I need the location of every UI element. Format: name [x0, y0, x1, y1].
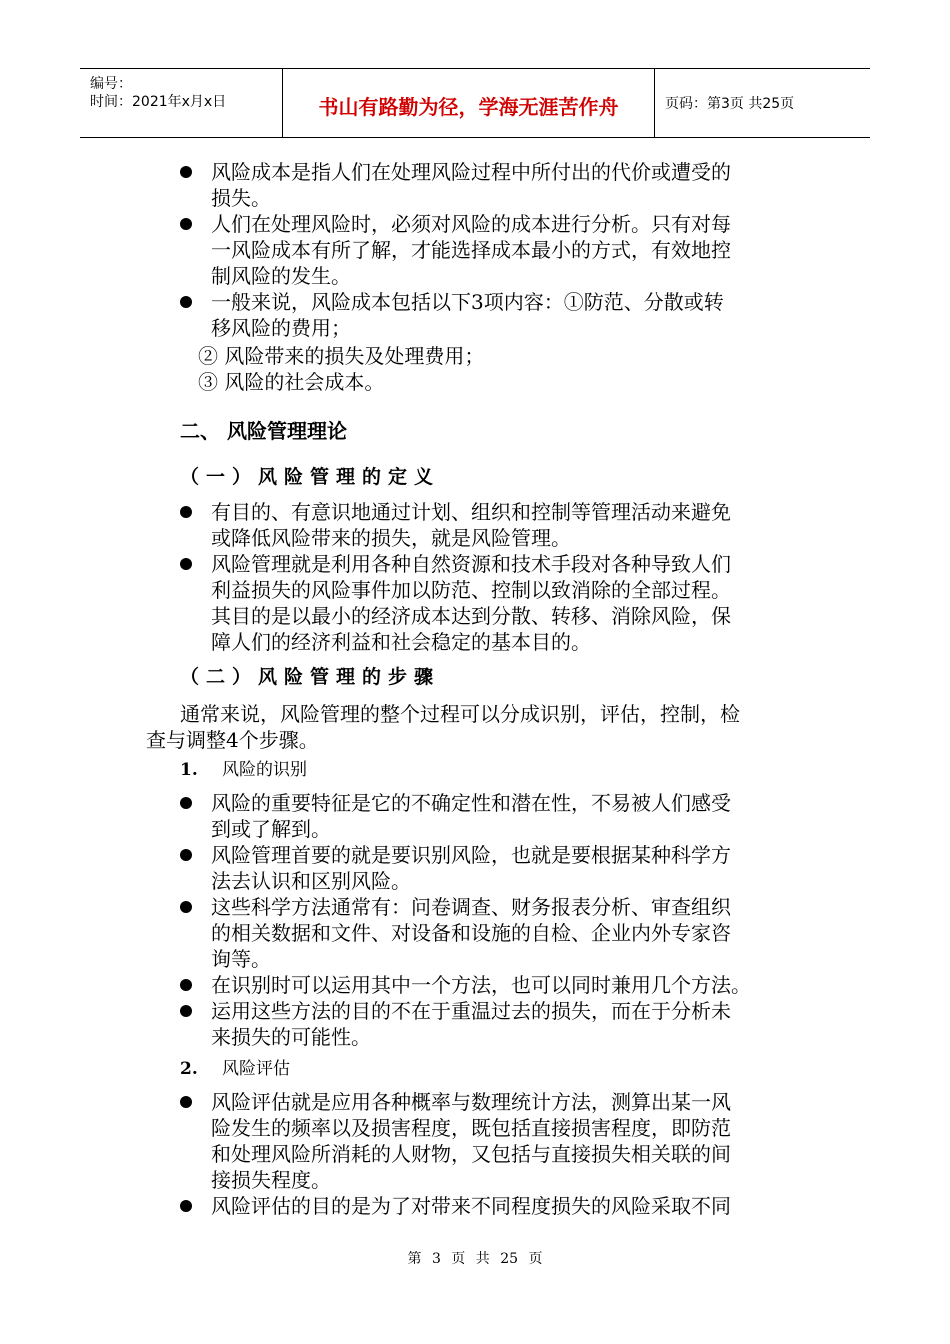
number-label: 1. — [180, 760, 198, 780]
paragraph-line: 通常来说，风险管理的整个过程可以分成识别，评估，控制，检 — [180, 702, 740, 726]
text-line: 风险的重要特征是它的不确定性和潜在性，不易被人们感受 — [211, 791, 731, 815]
text-line: 的相关数据和文件、对设备和设施的自检、企业内外专家咨 — [211, 921, 731, 945]
bullet-icon — [180, 1200, 192, 1212]
text-line: 移风险的费用； — [211, 316, 351, 340]
text-line: 一般来说，风险成本包括以下3项内容：①防范、分散或转 — [211, 290, 724, 314]
serial-label: 编号： — [90, 76, 132, 92]
bullet-icon — [180, 979, 192, 991]
bullet-icon — [180, 849, 192, 861]
text-line: 这些科学方法通常有：问卷调查、财务报表分析、审查组织 — [211, 895, 731, 919]
bullet-icon — [180, 558, 192, 570]
text-line: 一风险成本有所了解，才能选择成本最小的方式，有效地控 — [211, 238, 731, 262]
numbered-heading-title: 风险评估 — [222, 1059, 290, 1079]
text-line: 询等。 — [211, 947, 271, 971]
sub-item: ③ 风险的社会成本。 — [198, 370, 385, 394]
bullet-icon — [180, 797, 192, 809]
text-line: 运用这些方法的目的不在于重温过去的损失，而在于分析未 — [211, 999, 731, 1023]
text-line: 其目的是以最小的经济成本达到分散、转移、消除风险，保 — [211, 604, 731, 628]
text-line: 有目的、有意识地通过计划、组织和控制等管理活动来避免 — [211, 500, 731, 524]
text-line: 人们在处理风险时，必须对风险的成本进行分析。只有对每 — [211, 212, 731, 236]
subsection-heading: （一）风险管理的定义 — [180, 466, 441, 488]
text-line: 风险成本是指人们在处理风险过程中所付出的代价或遭受的 — [211, 160, 731, 184]
text-line: 风险管理就是利用各种自然资源和技术手段对各种导致人们 — [211, 552, 731, 576]
text-line: 利益损失的风险事件加以防范、控制以致消除的全部过程。 — [211, 578, 731, 602]
text-line: 在识别时可以运用其中一个方法，也可以同时兼用几个方法。 — [211, 973, 751, 997]
header-motto: 书山有路勤为径，学海无涯苦作舟 — [318, 95, 619, 119]
header-page-cell — [655, 69, 870, 137]
page-footer: 第 3 页 共 25 页 — [407, 1251, 543, 1267]
text-line: 风险评估的目的是为了对带来不同程度损失的风险采取不同 — [211, 1194, 731, 1218]
text-line: 接损失程度。 — [211, 1168, 331, 1192]
text-line: 风险管理首要的就是要识别风险，也就是要根据某种科学方 — [211, 843, 731, 867]
bullet-icon — [180, 218, 192, 230]
bullet-icon — [180, 296, 192, 308]
numbered-heading — [180, 757, 307, 783]
page-header — [80, 68, 870, 138]
header-meta-cell — [80, 69, 283, 137]
text-line: 损失。 — [211, 186, 271, 210]
text-line: 或降低风险带来的损失，就是风险管理。 — [211, 526, 571, 550]
text-line: 风险评估就是应用各种概率与数理统计方法，测算出某一风 — [211, 1090, 731, 1114]
bullet-icon — [180, 901, 192, 913]
text-line: 险发生的频率以及损害程度，既包括直接损害程度，即防范 — [211, 1116, 731, 1140]
text-line: 制风险的发生。 — [211, 264, 351, 288]
header-motto-cell — [283, 69, 655, 137]
text-line: 来损失的可能性。 — [211, 1025, 371, 1049]
paragraph-line: 查与调整4个步骤。 — [146, 728, 319, 752]
bullet-icon — [180, 166, 192, 178]
header-page-info: 页码：第3页 共25页 — [665, 96, 795, 112]
numbered-heading-title: 风险的识别 — [222, 760, 307, 780]
text-line: 法去认识和区别风险。 — [211, 869, 411, 893]
text-line: 障人们的经济利益和社会稳定的基本目的。 — [211, 630, 591, 654]
number-label: 2. — [180, 1059, 198, 1079]
sub-item: ② 风险带来的损失及处理费用； — [198, 344, 485, 368]
bullet-icon — [180, 1096, 192, 1108]
section-heading: 二、 风险管理理论 — [180, 419, 347, 443]
date-label: 时间：2021年x月x日 — [90, 94, 227, 110]
text-line: 到或了解到。 — [211, 817, 331, 841]
bullet-icon — [180, 1005, 192, 1017]
bullet-icon — [180, 506, 192, 518]
numbered-heading — [180, 1056, 290, 1082]
text-line: 和处理风险所消耗的人财物，又包括与直接损失相关联的间 — [211, 1142, 731, 1166]
subsection-heading: （二）风险管理的步骤 — [180, 666, 441, 688]
